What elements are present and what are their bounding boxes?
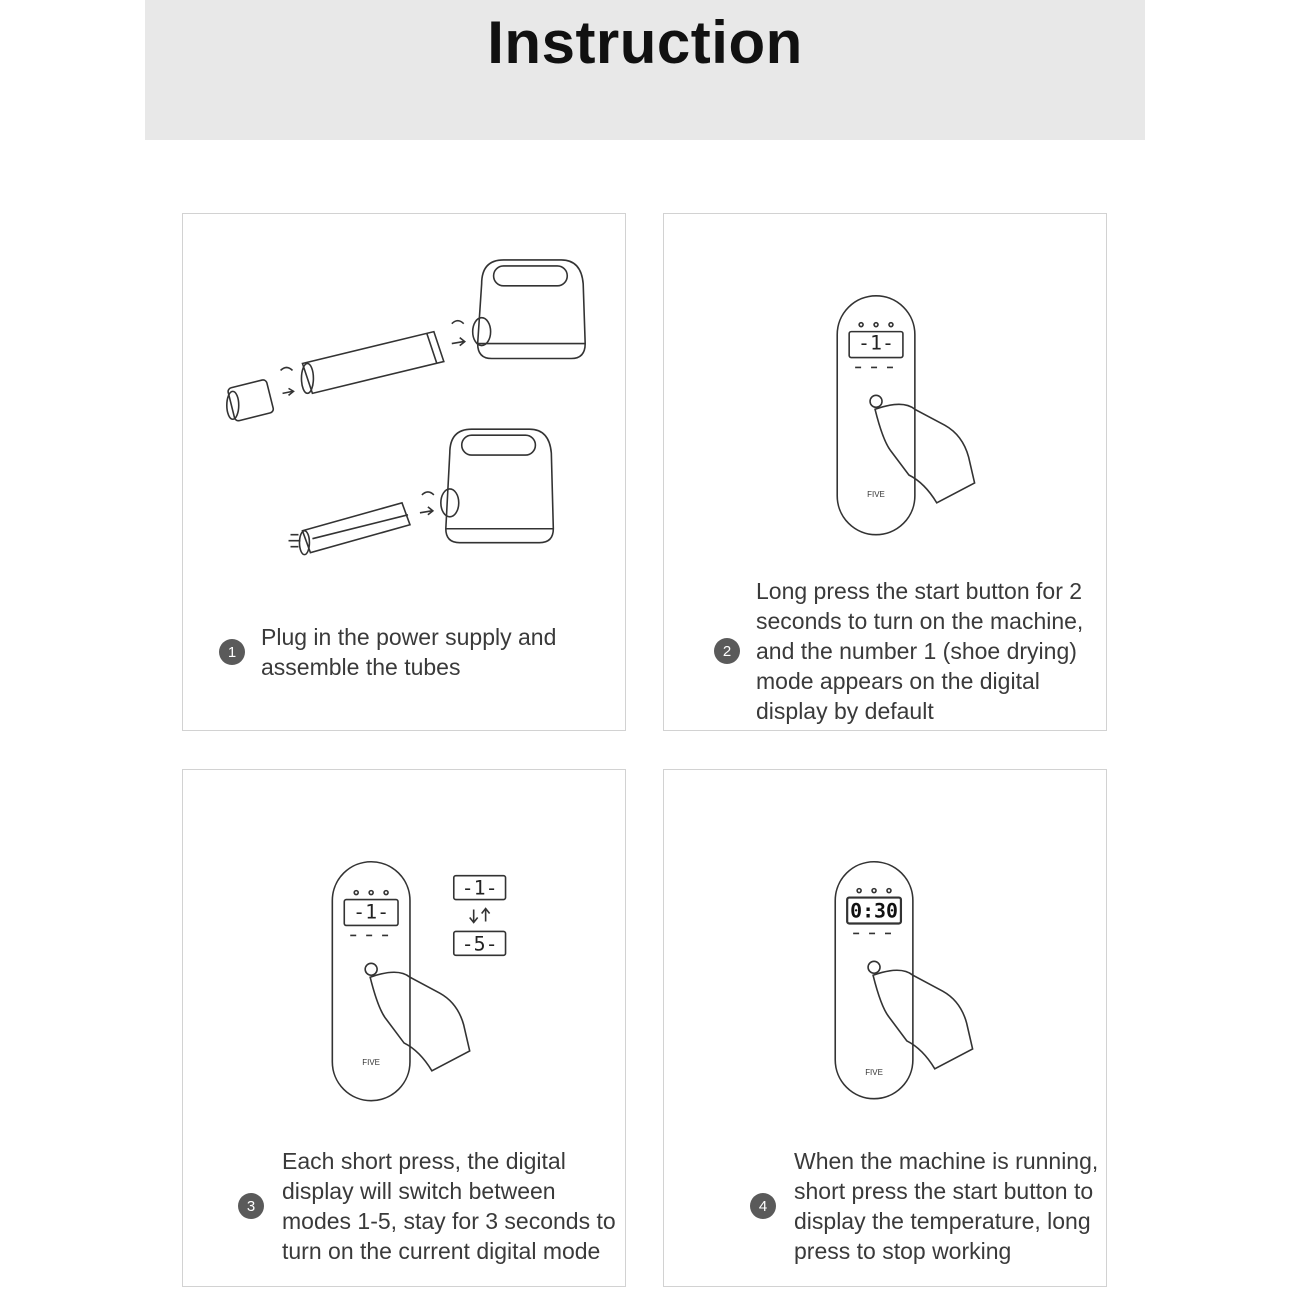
header-banner (145, 0, 1145, 140)
step-number-badge: 3 (238, 1193, 264, 1219)
remote-lcd-display: -1- (353, 900, 390, 924)
remote-lcd-timer: 0:30 (850, 899, 899, 923)
step-1-panel (182, 213, 626, 731)
step-description: Long press the start button for 2 seconds to turn on the machine, and the number 1 (shoe drying) mode appears on the digital display by default (756, 578, 1084, 724)
page-title: Instruction (487, 9, 803, 76)
step-2 (714, 576, 1104, 726)
remote-lcd-display: -1- (858, 331, 895, 355)
step-number-badge: 1 (219, 639, 245, 665)
step-1 (219, 622, 609, 682)
step-2-panel (663, 213, 1107, 731)
remote-brand-label: FIVE (362, 1057, 380, 1067)
step-4-panel (663, 769, 1107, 1287)
remote-brand-label: FIVE (865, 1067, 883, 1077)
step-description: Each short press, the digital display will switch between modes 1-5, stay for 3 seconds to turn on the current digital mode (282, 1148, 616, 1264)
step-description: Plug in the power supply and assemble the tubes (261, 624, 557, 680)
step-number-badge: 2 (714, 638, 740, 664)
step-4 (750, 1146, 1104, 1266)
step-number-badge: 4 (750, 1193, 776, 1219)
remote-brand-label: FIVE (867, 489, 885, 499)
step-description: When the machine is running, short press the start button to display the temperature, long press to stop working (794, 1148, 1099, 1264)
mode-1-display: -1- (461, 876, 498, 900)
step-3-panel (182, 769, 626, 1287)
step-3 (238, 1146, 623, 1266)
mode-5-display: -5- (461, 932, 498, 956)
